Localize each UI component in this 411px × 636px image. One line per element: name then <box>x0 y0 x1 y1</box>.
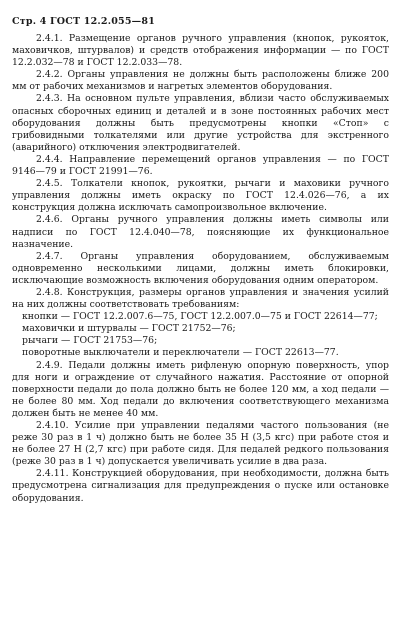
clause-2-4-4: 2.4.4. Направление перемещений органов управления — по ГОСТ 9146—79 и ГОСТ 21991—76. <box>12 153 389 178</box>
clause-2-4-6: 2.4.6. Органы ручного управления должны иметь символы или надписи по ГОСТ 12.4.040—78, поясняющие их функциональное назначение. <box>12 214 389 250</box>
clause-2-4-1: 2.4.1. Размещение органов ручного управления (кнопок, рукояток, маховичков, штурвалов) и средств отображения информации — по ГОСТ 12.2.032—78 и ГОСТ 12.2.033—78. <box>12 33 389 69</box>
clause-2-4-2: 2.4.2. Органы управления не должны быть расположены ближе 200 мм от рабочих механизмов и нагретых элементов оборудования. <box>12 69 389 93</box>
list-item-rotary-switches: поворотные выключатели и переключатели — ГОСТ 22613—77. <box>22 347 339 359</box>
clause-2-4-9: 2.4.9. Педали должны иметь рифленую опорную поверхность, упор для ноги и ограждение от случайного нажатия. Расстояние от опорной поверхности педали до пола должно быть не более 120 мм, а ход педали — не более 80 мм. Ход педали до включения соответствующего механизма должен быть не менее 40 мм. <box>12 359 389 419</box>
clause-2-4-8: 2.4.8. Конструкция, размеры органов управления и значения усилий на них должны соответствовать требованиям: <box>12 286 389 311</box>
list-item-levers: рычаги — ГОСТ 21753—76; <box>22 335 158 347</box>
clause-2-4-10: 2.4.10. Усилие при управлении педалями частого пользования (не реже 30 раз в 1 ч) должно быть не более 35 Н (3,5 кгс) при работе стоя и не более 27 Н (2,7 кгс) при работе сидя. Для педалей редкого пользования (реже 30 раз в 1 ч) допускается увеличивать усилие в два раза. <box>12 420 389 468</box>
page-header <box>12 16 389 27</box>
standard-designation: ГОСТ 12.2.055—81 <box>50 16 155 27</box>
page-number: Стр. 4 <box>12 16 47 27</box>
clause-2-4-11: 2.4.11. Конструкцией оборудования, при необходимости, должна быть предусмотрена сигнализация для предупреждения о пуске или остановке оборудования. <box>12 468 389 504</box>
list-item-buttons: кнопки — ГОСТ 12.2.007.6—75, ГОСТ 12.2.007.0—75 и ГОСТ 22614—77; <box>22 311 378 323</box>
clause-2-4-7: 2.4.7. Органы управления оборудованием, обслуживаемым одновременно несколькими лицами, должны иметь блокировки, исключающие возможность включения оборудования одним оператором. <box>12 250 389 286</box>
clause-2-4-5: 2.4.5. Толкатели кнопок, рукоятки, рычаги и маховики ручного управления должны иметь окраску по ГОСТ 12.4.026—76, а их конструкция должна исключать самопроизвольное включение. <box>12 178 389 214</box>
list-item-handwheels: маховички и штурвалы — ГОСТ 21752—76; <box>22 323 236 335</box>
clause-2-4-3: 2.4.3. На основном пульте управления, вблизи часто обслуживаемых опасных сборочных единиц и деталей и в зоне постоянных рабочих мест оборудования должны быть предусмотрены кнопки «Стоп» с грибовидными толкателями или другие устройства для экстренного (аварийного) отключения электродвигателей. <box>12 93 389 153</box>
